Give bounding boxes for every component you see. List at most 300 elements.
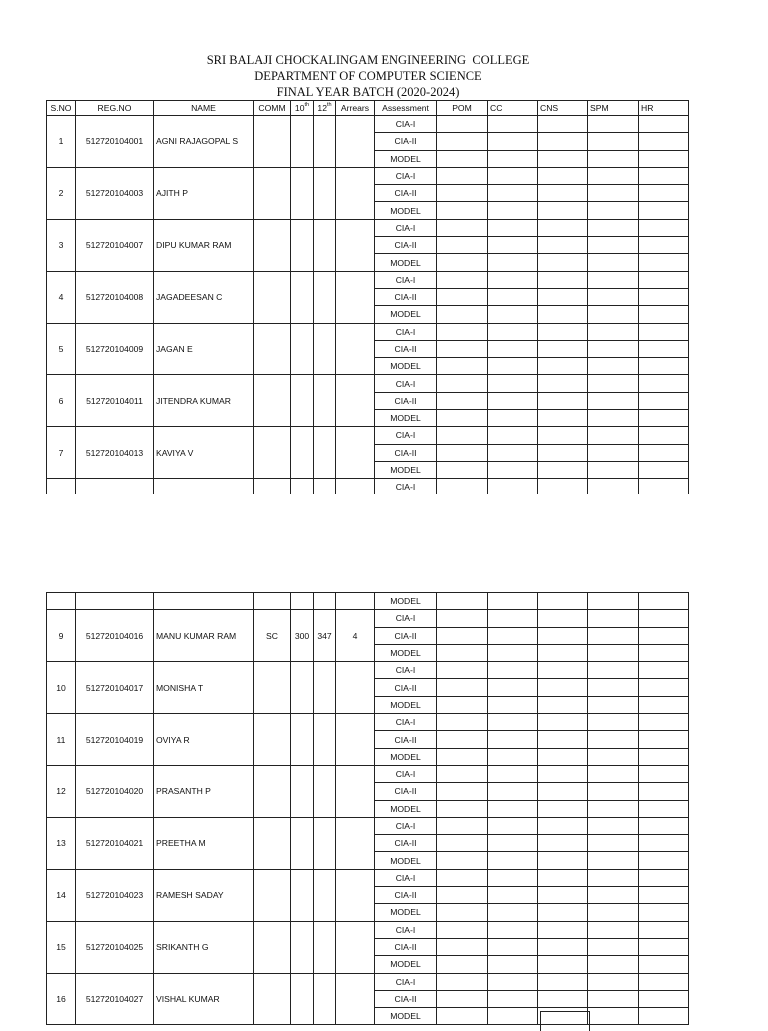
cell-sno: 13 [47, 817, 76, 869]
cell-spm [588, 150, 639, 167]
cell-hr [639, 150, 689, 167]
cell-spm [588, 662, 639, 679]
cell-assessment: CIA-I [375, 817, 437, 834]
cell-assessment: MODEL [375, 852, 437, 869]
cell-arrears [336, 869, 375, 921]
cell-tenth [291, 219, 314, 271]
cell-name: JITENDRA KUMAR [154, 375, 254, 427]
cell-name [154, 593, 254, 610]
cell-hr [639, 921, 689, 938]
cell-cc [488, 288, 538, 305]
cell-regno: 512720104009 [76, 323, 154, 375]
cell-cns [538, 904, 588, 921]
col-regno: REG.NO [76, 101, 154, 116]
cell-pom [437, 392, 488, 409]
cell-cns [538, 271, 588, 288]
cell-cns [538, 254, 588, 271]
cell-hr [639, 990, 689, 1007]
cell-pom [437, 696, 488, 713]
cell-spm [588, 116, 639, 133]
cell-twelfth [314, 167, 336, 219]
cell-assessment: CIA-I [375, 271, 437, 288]
cell-tenth [291, 167, 314, 219]
cell-arrears [336, 323, 375, 375]
cell-cns [538, 783, 588, 800]
cell-cns [538, 644, 588, 661]
cell-spm [588, 817, 639, 834]
cell-assessment: MODEL [375, 956, 437, 973]
cell-spm [588, 714, 639, 731]
cell-pom [437, 835, 488, 852]
cell-name: RAMESH SADAY [154, 869, 254, 921]
cell-pom [437, 938, 488, 955]
cell-assessment: CIA-I [375, 116, 437, 133]
cell-assessment: CIA-I [375, 375, 437, 392]
cell-spm [588, 202, 639, 219]
cell-hr [639, 306, 689, 323]
cell-regno: 512720104007 [76, 219, 154, 271]
cell-sno: 5 [47, 323, 76, 375]
cell-spm [588, 610, 639, 627]
table-row [47, 427, 689, 444]
cell-assessment: CIA-II [375, 679, 437, 696]
cell-sno [47, 593, 76, 610]
table-row [47, 714, 689, 731]
cell-cc [488, 392, 538, 409]
cell-cc [488, 835, 538, 852]
cell-cns [538, 662, 588, 679]
cell-pom [437, 202, 488, 219]
cell-cc [488, 1008, 538, 1025]
cell-cc [488, 427, 538, 444]
cell-name: KAVIYA V [154, 427, 254, 479]
cell-hr [639, 610, 689, 627]
cell-pom [437, 461, 488, 478]
cell-name: JAGADEESAN C [154, 271, 254, 323]
sheet-heading [0, 52, 736, 100]
cell-cns [538, 731, 588, 748]
cell-arrears [336, 921, 375, 973]
col-tenth [291, 101, 314, 116]
cell-arrears [336, 116, 375, 168]
cell-cns [538, 375, 588, 392]
table-row [47, 375, 689, 392]
cell-pom [437, 731, 488, 748]
cell-spm [588, 271, 639, 288]
cell-spm [588, 167, 639, 184]
cell-cns [538, 444, 588, 461]
cell-cc [488, 375, 538, 392]
cell-spm [588, 731, 639, 748]
cell-assessment: MODEL [375, 696, 437, 713]
cell-regno: 512720104017 [76, 662, 154, 714]
cell-arrears: 4 [336, 610, 375, 662]
table-row [47, 610, 689, 627]
cell-cns [538, 817, 588, 834]
cell-name: PREETHA M [154, 817, 254, 869]
cell-arrears [336, 973, 375, 1025]
cell-spm [588, 869, 639, 886]
cell-tenth [291, 375, 314, 427]
cell-name: OVIYA R [154, 714, 254, 766]
table-row [47, 271, 689, 288]
cell-hr [639, 133, 689, 150]
cell-pom [437, 783, 488, 800]
cell-hr [639, 427, 689, 444]
cell-cns [538, 340, 588, 357]
cell-arrears [336, 219, 375, 271]
cell-pom [437, 323, 488, 340]
cell-pom [437, 990, 488, 1007]
cell-spm [588, 696, 639, 713]
cell-tenth: 300 [291, 610, 314, 662]
cell-hr [639, 938, 689, 955]
col-tenth-num: 10 [294, 103, 305, 113]
cell-hr [639, 237, 689, 254]
table-row [47, 765, 689, 782]
cell-arrears [336, 662, 375, 714]
col-spm: SPM [588, 101, 639, 116]
cell-pom [437, 340, 488, 357]
cell-spm [588, 427, 639, 444]
cell-arrears [336, 593, 375, 610]
cell-pom [437, 627, 488, 644]
cell-comm [254, 323, 291, 375]
cell-pom [437, 904, 488, 921]
cell-pom [437, 375, 488, 392]
col-tenth-sup: th [304, 102, 310, 108]
cell-arrears [336, 167, 375, 219]
cell-cc [488, 956, 538, 973]
cell-cc [488, 461, 538, 478]
cell-regno: 512720104023 [76, 869, 154, 921]
cell-assessment: CIA-II [375, 444, 437, 461]
cell-name: MONISHA T [154, 662, 254, 714]
cell-twelfth [314, 271, 336, 323]
cell-cns [538, 748, 588, 765]
cell-arrears [336, 375, 375, 427]
cell-assessment: CIA-II [375, 340, 437, 357]
cell-cc [488, 921, 538, 938]
cell-pom [437, 817, 488, 834]
col-sno: S.NO [47, 101, 76, 116]
cell-assessment: MODEL [375, 904, 437, 921]
cell-hr [639, 461, 689, 478]
header-row [47, 101, 689, 116]
cell-hr [639, 202, 689, 219]
cell-spm [588, 679, 639, 696]
cell-assessment: MODEL [375, 593, 437, 610]
cell-spm [588, 358, 639, 375]
cell-tenth [291, 973, 314, 1025]
cell-assessment: CIA-II [375, 887, 437, 904]
page-stub-box [540, 1011, 590, 1031]
batch-title: FINAL YEAR BATCH (2020-2024) [276, 85, 460, 99]
col-twelfth [314, 101, 336, 116]
cell-twelfth [314, 116, 336, 168]
table-row [47, 817, 689, 834]
cell-tenth [291, 427, 314, 479]
cell-cns [538, 956, 588, 973]
cell-comm [254, 116, 291, 168]
cell-spm [588, 835, 639, 852]
cell-assessment: CIA-I [375, 427, 437, 444]
cell-spm [588, 748, 639, 765]
cell-cc [488, 627, 538, 644]
cell-cc [488, 150, 538, 167]
cell-twelfth [314, 323, 336, 375]
cell-cc [488, 887, 538, 904]
cell-assessment: CIA-II [375, 731, 437, 748]
cell-hr [639, 340, 689, 357]
cell-cns [538, 392, 588, 409]
cell-assessment: MODEL [375, 358, 437, 375]
cell-sno: 6 [47, 375, 76, 427]
cell-cns [538, 288, 588, 305]
cell-assessment: CIA-I [375, 973, 437, 990]
cell-hr [639, 748, 689, 765]
cell-assessment: CIA-I [375, 219, 437, 236]
cell-cns [538, 627, 588, 644]
cell-assessment: CIA-I [375, 869, 437, 886]
col-assessment: Assessment [375, 101, 437, 116]
cell-cc [488, 185, 538, 202]
cell-sno: 2 [47, 167, 76, 219]
cell-hr [639, 219, 689, 236]
cell-cns [538, 306, 588, 323]
cell-cns [538, 887, 588, 904]
cell-comm [254, 219, 291, 271]
cell-hr [639, 869, 689, 886]
cell-spm [588, 133, 639, 150]
cell-twelfth [314, 869, 336, 921]
cell-hr [639, 662, 689, 679]
cell-cns [538, 202, 588, 219]
cell-cc [488, 765, 538, 782]
cell-regno: 512720104011 [76, 375, 154, 427]
cell-cc [488, 644, 538, 661]
cell-hr [639, 714, 689, 731]
cell-comm [254, 167, 291, 219]
cell-assessment: CIA-II [375, 990, 437, 1007]
cell-name: PRASANTH P [154, 765, 254, 817]
cell-hr [639, 679, 689, 696]
cell-assessment: CIA-II [375, 783, 437, 800]
cell-assessment: CIA-II [375, 627, 437, 644]
cell-spm [588, 237, 639, 254]
cell-assessment: CIA-I [375, 714, 437, 731]
cell-spm [588, 921, 639, 938]
cell-spm [588, 288, 639, 305]
cell-comm [254, 869, 291, 921]
cell-assessment: MODEL [375, 202, 437, 219]
cell-cns [538, 150, 588, 167]
cell-assessment: MODEL [375, 748, 437, 765]
cell-spm [588, 990, 639, 1007]
cell-cc [488, 254, 538, 271]
cell-cc [488, 610, 538, 627]
cell-tenth [291, 593, 314, 610]
cell-spm [588, 461, 639, 478]
table-row [47, 167, 689, 184]
cell-pom [437, 271, 488, 288]
cell-cns [538, 427, 588, 444]
cell-sno: 1 [47, 116, 76, 168]
cell-regno: 512720104013 [76, 427, 154, 479]
cell-spm [588, 627, 639, 644]
cell-sno: 7 [47, 427, 76, 479]
cell-spm [588, 219, 639, 236]
table-row [47, 116, 689, 133]
cell-twelfth [314, 593, 336, 610]
cell-cns [538, 869, 588, 886]
cell-cns [538, 679, 588, 696]
cell-twelfth [314, 921, 336, 973]
cell-assessment: MODEL [375, 306, 437, 323]
cell-assessment: CIA-II [375, 938, 437, 955]
table-row [47, 662, 689, 679]
cell-tenth [291, 323, 314, 375]
cell-name: VISHAL KUMAR [154, 973, 254, 1025]
cell-cc [488, 679, 538, 696]
cell-spm [588, 783, 639, 800]
cell-hr [639, 696, 689, 713]
cell-regno: 512720104027 [76, 973, 154, 1025]
cell-hr [639, 765, 689, 782]
cell-spm [588, 904, 639, 921]
cell-sno: 11 [47, 714, 76, 766]
department-name: DEPARTMENT OF COMPUTER SCIENCE [254, 69, 482, 83]
cell-sno: 14 [47, 869, 76, 921]
cell-pom [437, 444, 488, 461]
cell-regno: 512720104003 [76, 167, 154, 219]
cell-assessment: CIA-I [375, 167, 437, 184]
cell-twelfth: 347 [314, 610, 336, 662]
col-comm: COMM [254, 101, 291, 116]
cell-arrears [336, 427, 375, 479]
cell-hr [639, 852, 689, 869]
cell-hr [639, 116, 689, 133]
cell-tenth [291, 271, 314, 323]
cell-spm [588, 323, 639, 340]
cell-spm [588, 956, 639, 973]
cell-twelfth [314, 714, 336, 766]
cell-cc [488, 219, 538, 236]
cell-cns [538, 133, 588, 150]
cell-name: JAGAN E [154, 323, 254, 375]
cell-pom [437, 593, 488, 610]
cell-hr [639, 973, 689, 990]
cell-comm: SC [254, 610, 291, 662]
cell-sno: 16 [47, 973, 76, 1025]
cell-pom [437, 800, 488, 817]
cell-assessment: CIA-II [375, 133, 437, 150]
cell-hr [639, 1008, 689, 1025]
cell-spm [588, 1008, 639, 1025]
marks-table-page-1 [46, 100, 689, 531]
cell-cc [488, 869, 538, 886]
cell-cns [538, 696, 588, 713]
cell-comm [254, 714, 291, 766]
cell-tenth [291, 765, 314, 817]
cell-spm [588, 185, 639, 202]
cell-hr [639, 410, 689, 427]
cell-assessment: MODEL [375, 644, 437, 661]
cell-twelfth [314, 817, 336, 869]
cell-twelfth [314, 662, 336, 714]
cell-tenth [291, 714, 314, 766]
cell-hr [639, 358, 689, 375]
cell-name: MANU KUMAR RAM [154, 610, 254, 662]
cell-spm [588, 938, 639, 955]
page-break-gap [44, 494, 694, 554]
cell-pom [437, 288, 488, 305]
cell-assessment: CIA-I [375, 323, 437, 340]
cell-hr [639, 444, 689, 461]
cell-comm [254, 765, 291, 817]
col-arrears: Arrears [336, 101, 375, 116]
cell-cc [488, 133, 538, 150]
cell-assessment: CIA-I [375, 662, 437, 679]
cell-cns [538, 185, 588, 202]
cell-pom [437, 610, 488, 627]
cell-name: DIPU KUMAR RAM [154, 219, 254, 271]
cell-pom [437, 237, 488, 254]
cell-pom [437, 921, 488, 938]
cell-cns [538, 410, 588, 427]
cell-sno: 9 [47, 610, 76, 662]
table-row [47, 921, 689, 938]
cell-sno: 10 [47, 662, 76, 714]
table-row [47, 219, 689, 236]
col-pom: POM [437, 101, 488, 116]
cell-cc [488, 973, 538, 990]
cell-pom [437, 219, 488, 236]
cell-cns [538, 990, 588, 1007]
cell-cc [488, 202, 538, 219]
cell-sno: 12 [47, 765, 76, 817]
cell-cc [488, 748, 538, 765]
cell-assessment: CIA-I [375, 765, 437, 782]
cell-pom [437, 956, 488, 973]
cell-cns [538, 852, 588, 869]
cell-hr [639, 904, 689, 921]
cell-pom [437, 748, 488, 765]
cell-spm [588, 392, 639, 409]
table-row-continued [47, 593, 689, 610]
cell-hr [639, 783, 689, 800]
cell-cc [488, 938, 538, 955]
cell-spm [588, 852, 639, 869]
table-row [47, 323, 689, 340]
marks-table-page-2 [46, 592, 689, 1025]
cell-name: AJITH P [154, 167, 254, 219]
col-twelfth-num: 12 [317, 103, 327, 113]
cell-cc [488, 444, 538, 461]
col-twelfth-sup: th [326, 102, 332, 108]
cell-assessment: MODEL [375, 1008, 437, 1025]
cell-comm [254, 817, 291, 869]
table-row [47, 869, 689, 886]
cell-tenth [291, 116, 314, 168]
cell-hr [639, 167, 689, 184]
cell-tenth [291, 921, 314, 973]
cell-twelfth [314, 973, 336, 1025]
cell-comm [254, 271, 291, 323]
cell-pom [437, 714, 488, 731]
col-cc: CC [488, 101, 538, 116]
cell-cc [488, 990, 538, 1007]
